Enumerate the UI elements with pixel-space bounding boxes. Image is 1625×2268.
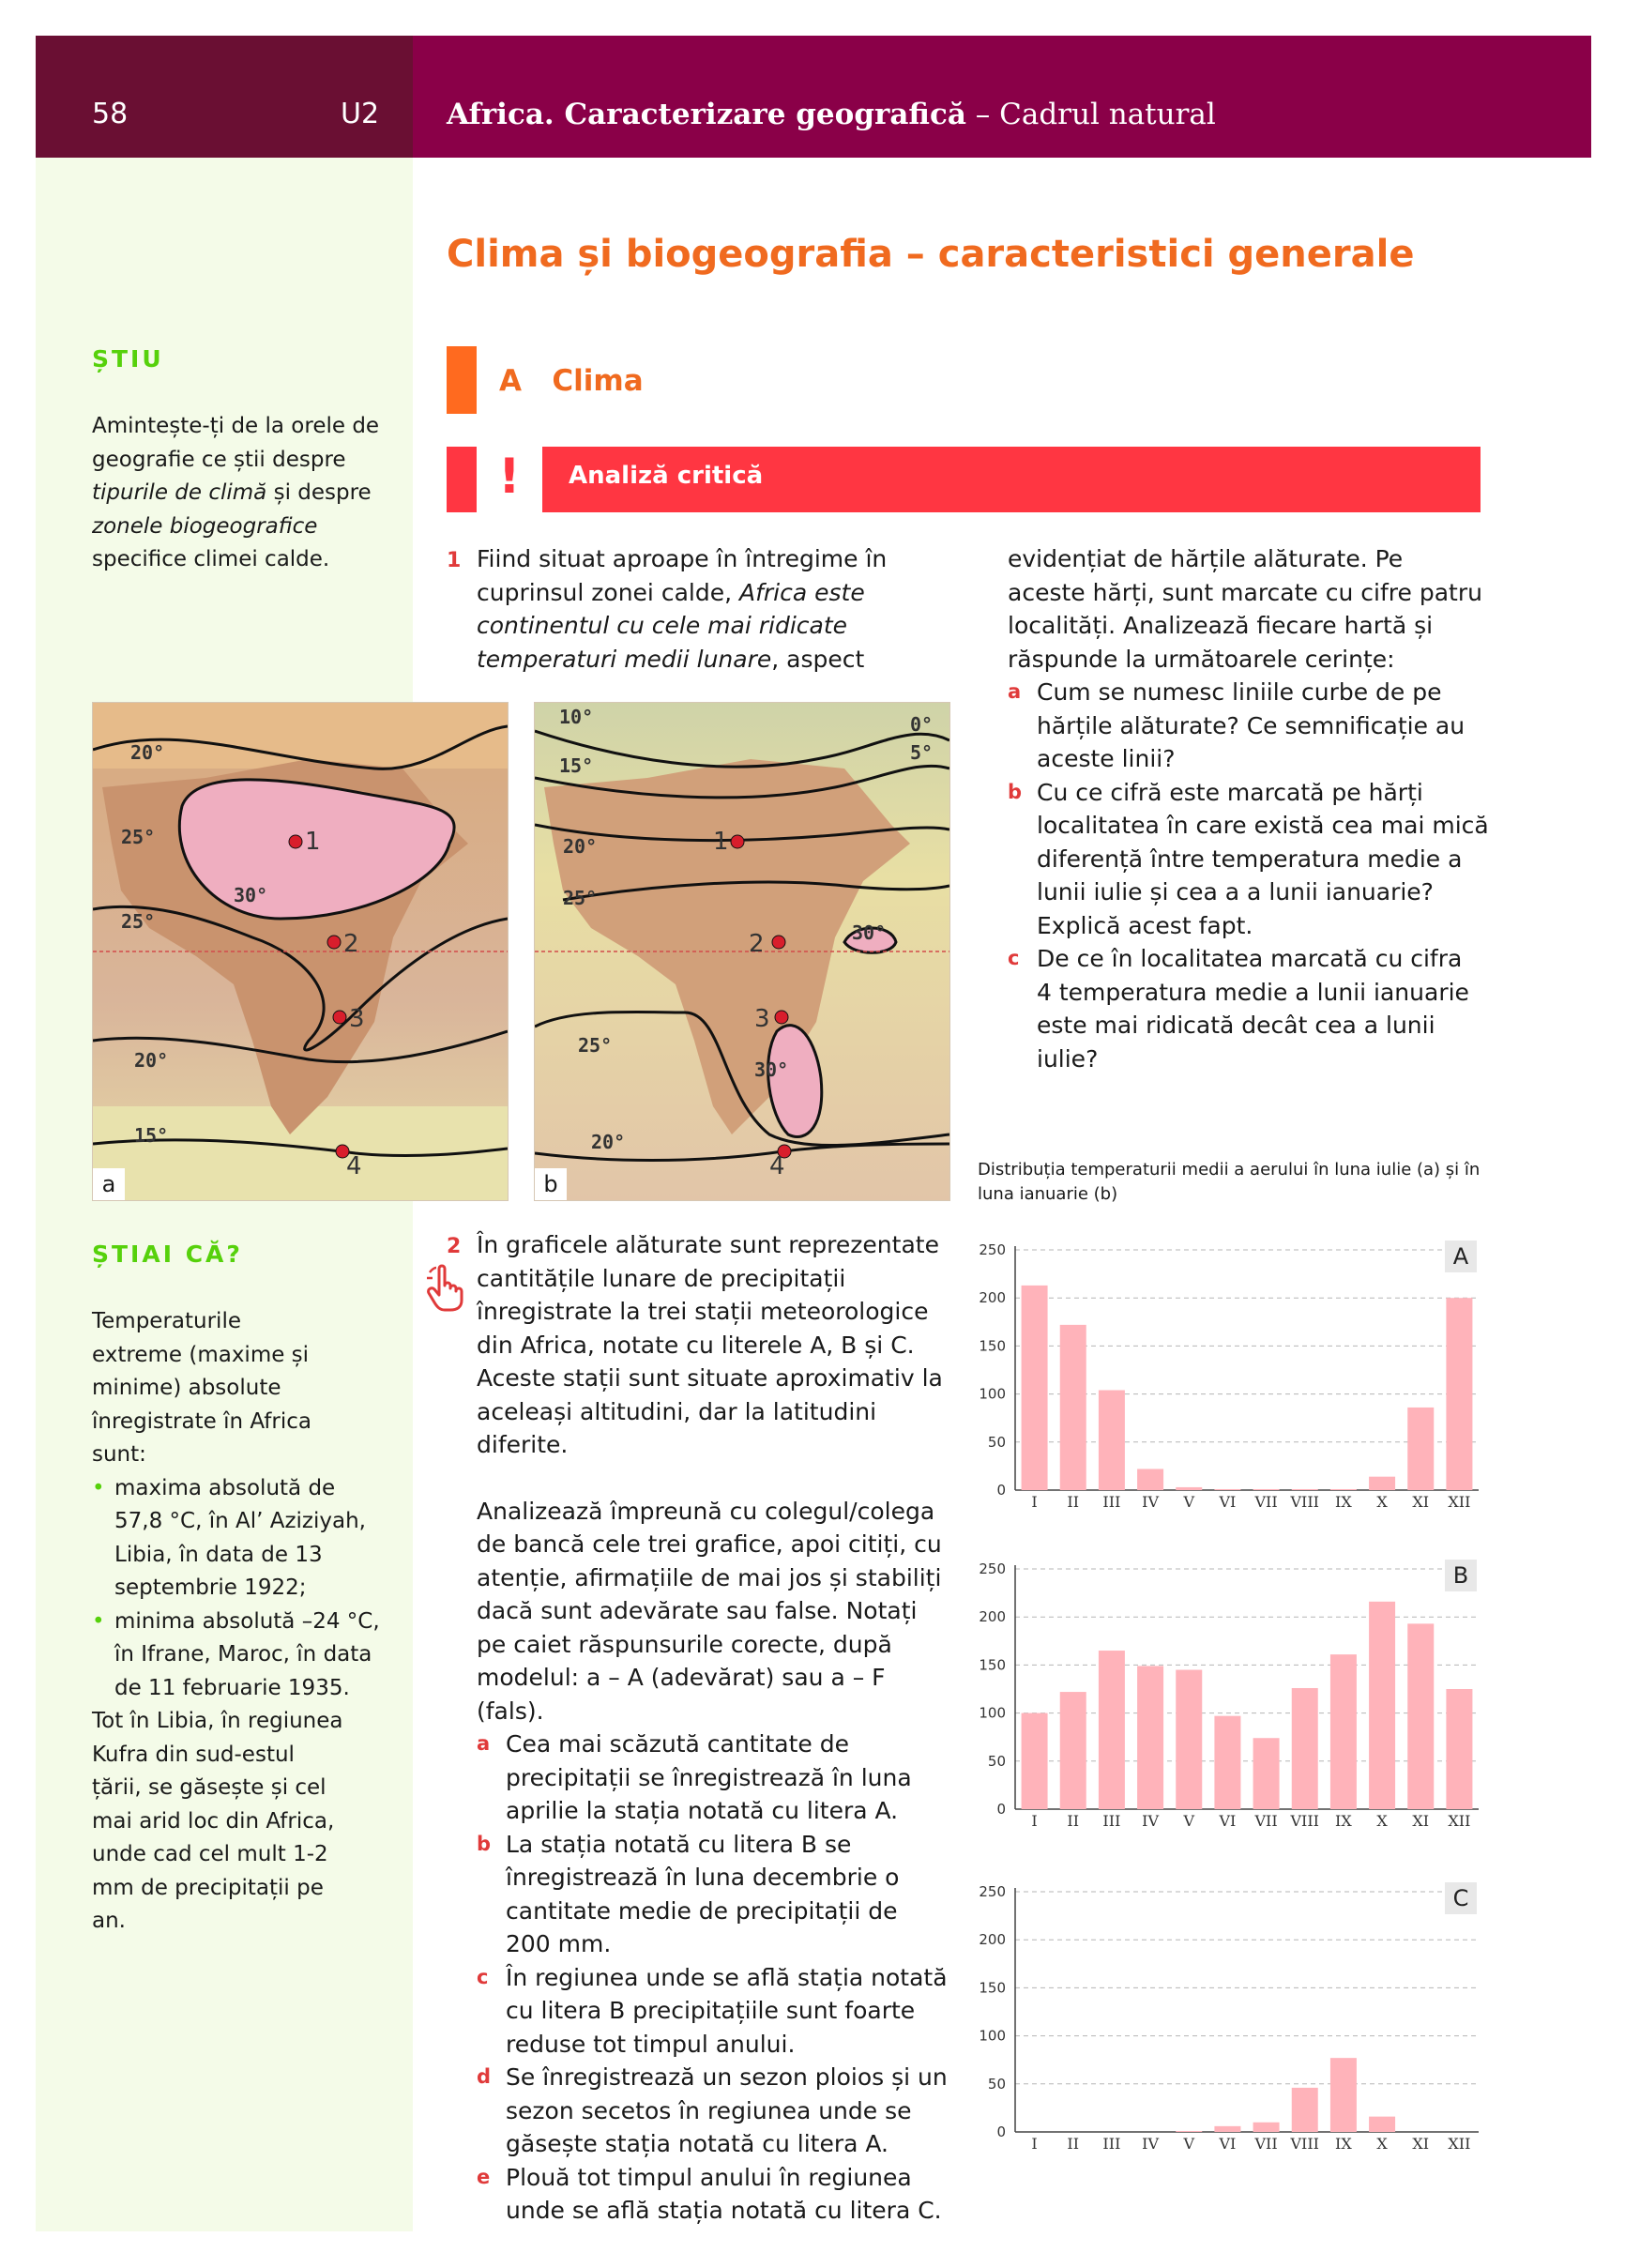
stiai-list xyxy=(92,1472,381,1706)
locality-marker xyxy=(775,1011,788,1024)
y-tick-label: 150 xyxy=(979,1337,1006,1355)
locality-marker xyxy=(327,936,341,949)
q2-item xyxy=(477,1828,909,1961)
item-letter: e xyxy=(477,2165,491,2188)
stiai-item: • minima absolută –24 °C, în Ifrane, Maroc, în data de 11 februarie 1935. xyxy=(114,1606,381,1706)
isotherm-label: 20° xyxy=(591,1131,626,1153)
stiai-item: • maxima absolută de 57,8 °C, în Al’ Aziziyah, Libia, în data de 13 septembrie 1922; xyxy=(114,1472,368,1606)
y-tick-label: 100 xyxy=(979,2027,1006,2045)
x-tick-label: V xyxy=(1183,1493,1195,1511)
map-label: a xyxy=(93,1168,125,1200)
x-tick-label: VIII xyxy=(1290,2135,1320,2153)
stiu-text-part: și despre xyxy=(266,480,372,505)
bar-III xyxy=(1099,1391,1125,1490)
q1-text: Fiind situat aproape în întregime în cuprinsul zonei calde, xyxy=(477,545,888,606)
isotherm-label: 15° xyxy=(134,1124,169,1147)
bar-II xyxy=(1060,1325,1086,1490)
stiu-text-italic: tipurile de climă xyxy=(92,480,267,505)
q1-item xyxy=(1008,776,1515,943)
bar-XII xyxy=(1446,1689,1472,1809)
isotherm-label: 30° xyxy=(234,884,268,906)
isotherm-label: 10° xyxy=(559,706,594,728)
q2-text xyxy=(477,1228,946,2228)
x-tick-label: II xyxy=(1067,2135,1080,2153)
x-tick-label: VIII xyxy=(1290,1493,1320,1511)
map-a-graphic xyxy=(93,703,508,1200)
stiai-text xyxy=(92,1305,381,1939)
stiu-text-part: specifice climei calde. xyxy=(92,547,330,571)
item-text: Cum se numesc liniile curbe de pe hărțile alăturate? Ce semnificație au aceste linii? xyxy=(1037,678,1466,772)
item-letter: d xyxy=(477,2065,492,2088)
item-text: Se înregistrează un sezon ploios și un sezon secetos în regiunea unde se găsește stația notată cu litera A. xyxy=(506,2063,948,2157)
item-text: În regiunea unde se află stația notată cu litera B precipitațiile sunt foarte reduse tot timpul anului. xyxy=(506,1963,948,2058)
item-letter: b xyxy=(477,1832,492,1855)
q2-item xyxy=(477,2061,965,2161)
x-tick-label: IV xyxy=(1142,1493,1160,1511)
y-tick-label: 200 xyxy=(979,1931,1006,1949)
precipitation-chart-a xyxy=(972,1229,1486,1520)
y-tick-label: 100 xyxy=(979,1385,1006,1403)
bar-IX xyxy=(1330,1489,1357,1490)
bar-VI xyxy=(1214,2126,1240,2132)
isotherm-label: 0° xyxy=(910,713,934,736)
bar-IV xyxy=(1137,1666,1163,1809)
map-caption: Distribuția temperaturii medii a aerului în luna iulie (a) și în luna ianuarie (b) xyxy=(978,1160,1481,1204)
header-left-band xyxy=(36,36,413,158)
x-tick-label: IX xyxy=(1335,1812,1352,1830)
x-tick-label: II xyxy=(1067,1812,1080,1830)
x-tick-label: XII xyxy=(1448,1812,1471,1830)
q1-item xyxy=(1008,676,1496,776)
locality-number: 2 xyxy=(343,930,359,958)
question-number: 1 xyxy=(447,549,462,572)
x-tick-label: I xyxy=(1031,1493,1038,1511)
bar-I xyxy=(1022,1713,1048,1809)
isotherm-label: 5° xyxy=(910,741,934,764)
bar-VIII xyxy=(1292,2088,1318,2132)
x-tick-label: VI xyxy=(1219,1493,1237,1511)
bar-VIII xyxy=(1292,1688,1318,1809)
locality-marker xyxy=(772,936,785,949)
x-tick-label: X xyxy=(1376,2135,1388,2153)
map-july xyxy=(92,702,509,1201)
map-b-graphic xyxy=(535,703,949,1200)
q1-text-left xyxy=(477,542,946,676)
exclamation-icon: ! xyxy=(498,449,521,505)
chapter-title-rest: – Cadrul natural xyxy=(965,98,1216,131)
q1-text: , aspect xyxy=(771,645,865,673)
bar-X xyxy=(1369,2117,1395,2132)
item-letter: a xyxy=(1008,680,1022,703)
x-tick-label: VII xyxy=(1254,1812,1278,1830)
item-letter: c xyxy=(1008,947,1020,969)
bar-X xyxy=(1369,1477,1395,1490)
q2-paragraph: Analizează împreună cu colegul/colega de bancă cele trei grafice, apoi citiți, cu atenție, afirmațiile de mai jos și stabiliți dacă sunt adevărate sau false. Notați pe caiet răspunsurile corecte, după modelul: a – A (adevărat) sau a – F (fals). xyxy=(477,1497,942,1725)
bar-VIII xyxy=(1292,1489,1318,1490)
item-text: De ce în localitatea marcată cu cifra 4 temperatura medie a lunii ianuarie este mai ridicată decât cea a lunii iulie? xyxy=(1037,945,1469,1073)
stiai-intro: Temperaturile extreme (maxime și minime) absolute înregistrate în Africa sunt: xyxy=(92,1309,311,1467)
isotherm-label: 20° xyxy=(134,1049,169,1072)
unit-label: U2 xyxy=(341,98,380,130)
q2-item xyxy=(477,2161,956,2228)
q1-item xyxy=(1008,942,1478,1075)
y-tick-label: 150 xyxy=(979,1656,1006,1674)
q1-text-italic: Africa este continentul cu cele mai ridicate temperaturi medii lunare xyxy=(477,578,865,673)
station-label: C xyxy=(1452,1885,1469,1911)
x-tick-label: IX xyxy=(1335,1493,1352,1511)
locality-marker xyxy=(289,835,302,848)
bar-VII xyxy=(1253,2123,1280,2132)
callout-marker xyxy=(447,447,477,512)
isotherm-label: 15° xyxy=(559,754,594,777)
stiu-text-italic: zonele biogeografice xyxy=(92,513,318,539)
x-tick-label: XI xyxy=(1412,2135,1430,2153)
x-tick-label: XI xyxy=(1412,1812,1430,1830)
locality-marker xyxy=(731,835,744,848)
x-tick-label: IV xyxy=(1142,2135,1160,2153)
bar-VII xyxy=(1253,1489,1280,1490)
y-tick-label: 100 xyxy=(979,1704,1006,1722)
x-tick-label: VII xyxy=(1254,2135,1278,2153)
x-tick-label: I xyxy=(1031,2135,1038,2153)
isotherm-label: 30° xyxy=(754,1058,789,1081)
y-tick-label: 0 xyxy=(996,2123,1006,2140)
item-text: Cea mai scăzută cantitate de precipitații se înregistrează în luna aprilie la stația notată cu litera A. xyxy=(506,1730,912,1824)
item-text: Plouă tot timpul anului în regiunea unde se află stația notată cu litera C. xyxy=(506,2163,942,2224)
x-tick-label: I xyxy=(1031,1812,1038,1830)
section-name: Clima xyxy=(552,364,644,398)
station-label: B xyxy=(1452,1562,1469,1589)
locality-number: 4 xyxy=(769,1152,785,1180)
x-tick-label: XII xyxy=(1448,1493,1471,1511)
x-tick-label: VIII xyxy=(1290,1812,1320,1830)
y-tick-label: 50 xyxy=(987,1752,1006,1770)
y-tick-label: 150 xyxy=(979,1979,1006,1997)
isotherm-label: 20° xyxy=(563,835,598,858)
x-tick-label: VI xyxy=(1219,1812,1237,1830)
x-tick-label: XI xyxy=(1412,1493,1430,1511)
bar-II xyxy=(1060,1692,1086,1809)
section-title xyxy=(499,364,644,398)
bar-VI xyxy=(1214,1489,1240,1490)
lesson-title: Clima și biogeografia – caracteristici generale xyxy=(447,233,1415,276)
x-tick-label: X xyxy=(1376,1812,1388,1830)
item-letter: a xyxy=(477,1732,491,1755)
isotherm-label: 20° xyxy=(130,741,165,764)
y-tick-label: 200 xyxy=(979,1289,1006,1307)
x-tick-label: IX xyxy=(1335,2135,1352,2153)
y-tick-label: 250 xyxy=(979,1883,1006,1900)
q1-text-cont: evidențiat de hărțile alăturate. Pe aceste hărți, sunt marcate cu cifre patru localități. Analizează fiecare hartă și răspunde la următoarele cerințe: xyxy=(1008,545,1482,673)
bar-I xyxy=(1022,1286,1048,1490)
x-tick-label: III xyxy=(1102,1812,1121,1830)
x-tick-label: V xyxy=(1183,1812,1195,1830)
chapter-title xyxy=(447,98,1216,131)
x-tick-label: XII xyxy=(1448,2135,1471,2153)
pointing-hand-icon xyxy=(424,1263,467,1312)
header-right-band xyxy=(413,36,1591,158)
locality-marker xyxy=(333,1011,346,1024)
bar-III xyxy=(1099,1651,1125,1809)
page-number: 58 xyxy=(92,98,129,130)
bar-XI xyxy=(1407,1623,1434,1809)
locality-number: 4 xyxy=(346,1152,362,1180)
y-tick-label: 250 xyxy=(979,1241,1006,1258)
x-tick-label: VII xyxy=(1254,1493,1278,1511)
y-tick-label: 250 xyxy=(979,1560,1006,1577)
section-marker xyxy=(447,346,477,414)
locality-number: 2 xyxy=(749,930,765,958)
isotherm-label: 30° xyxy=(852,921,887,944)
x-tick-label: X xyxy=(1376,1493,1388,1511)
q1-text-right xyxy=(1008,542,1496,1075)
item-text: Cu ce cifră este marcată pe hărți localitatea în care există cea mai mică diferență între temperatura medie a lunii iulie și cea a a lunii ianuarie? Explică acest fapt. xyxy=(1037,778,1489,939)
isotherm-label: 25° xyxy=(578,1034,613,1057)
stiai-outro: Tot în Libia, în regiunea Kufra din sud-estul țării, se găsește și cel mai arid loc din Africa, unde cad cel mult 1-2 mm de precipitații pe an. xyxy=(92,1709,343,1933)
locality-number: 3 xyxy=(754,1005,770,1033)
stiu-heading: ȘTIU xyxy=(92,345,164,373)
stiu-text xyxy=(92,410,383,577)
item-text: La stația notată cu litera B se înregistrează în luna decembrie o cantitate medie de precipitații de 200 mm. xyxy=(506,1830,900,1957)
stiu-text-part: Amintește-ți de la orele de geografie ce știi despre xyxy=(92,414,380,472)
bar-V xyxy=(1176,1670,1202,1809)
bar-VII xyxy=(1253,1738,1280,1809)
q2-item xyxy=(477,1961,956,2062)
question-number: 2 xyxy=(447,1235,462,1258)
precipitation-chart-c xyxy=(972,1871,1486,2162)
callout-label: Analiză critică xyxy=(569,462,764,490)
item-letter: c xyxy=(477,1965,489,1988)
q2-paragraph: În graficele alăturate sunt reprezentate cantitățile lunare de precipitații înregistrate la trei stații meteorologice din Africa, notate cu literele A, B și C. Aceste stații sunt situate aproximativ la aceleași altitudini, dar la latitudini diferite. xyxy=(477,1231,943,1458)
chapter-title-bold: Africa. Caracterizare geografică xyxy=(447,98,966,131)
stiai-heading: ȘTIAI CĂ? xyxy=(92,1241,243,1268)
isotherm-label: 25° xyxy=(121,910,156,933)
bar-X xyxy=(1369,1602,1395,1809)
y-tick-label: 200 xyxy=(979,1608,1006,1626)
bar-IX xyxy=(1330,1654,1357,1809)
locality-number: 3 xyxy=(349,1005,365,1033)
bar-V xyxy=(1176,2131,1202,2132)
bar-IV xyxy=(1137,1469,1163,1490)
bar-V xyxy=(1176,1487,1202,1490)
y-tick-label: 0 xyxy=(996,1801,1006,1818)
q2-item xyxy=(477,1728,928,1828)
station-label: A xyxy=(1452,1243,1469,1270)
locality-number: 1 xyxy=(305,828,321,856)
bar-XII xyxy=(1446,1298,1472,1490)
item-letter: b xyxy=(1008,780,1023,803)
isotherm-label: 25° xyxy=(121,826,156,848)
locality-number: 1 xyxy=(713,828,729,856)
y-tick-label: 50 xyxy=(987,1433,1006,1451)
bar-XI xyxy=(1407,1408,1434,1490)
x-tick-label: III xyxy=(1102,2135,1121,2153)
x-tick-label: IV xyxy=(1142,1812,1160,1830)
x-tick-label: III xyxy=(1102,1493,1121,1511)
bar-IX xyxy=(1330,2058,1357,2132)
bar-VI xyxy=(1214,1716,1240,1809)
map-january xyxy=(534,702,950,1201)
x-tick-label: VI xyxy=(1219,2135,1237,2153)
x-tick-label: V xyxy=(1183,2135,1195,2153)
x-tick-label: II xyxy=(1067,1493,1080,1511)
y-tick-label: 50 xyxy=(987,2075,1006,2093)
section-letter: A xyxy=(499,364,522,398)
precipitation-chart-b xyxy=(972,1548,1486,1839)
isotherm-label: 25° xyxy=(563,887,598,909)
y-tick-label: 0 xyxy=(996,1482,1006,1499)
map-label: b xyxy=(535,1168,567,1200)
